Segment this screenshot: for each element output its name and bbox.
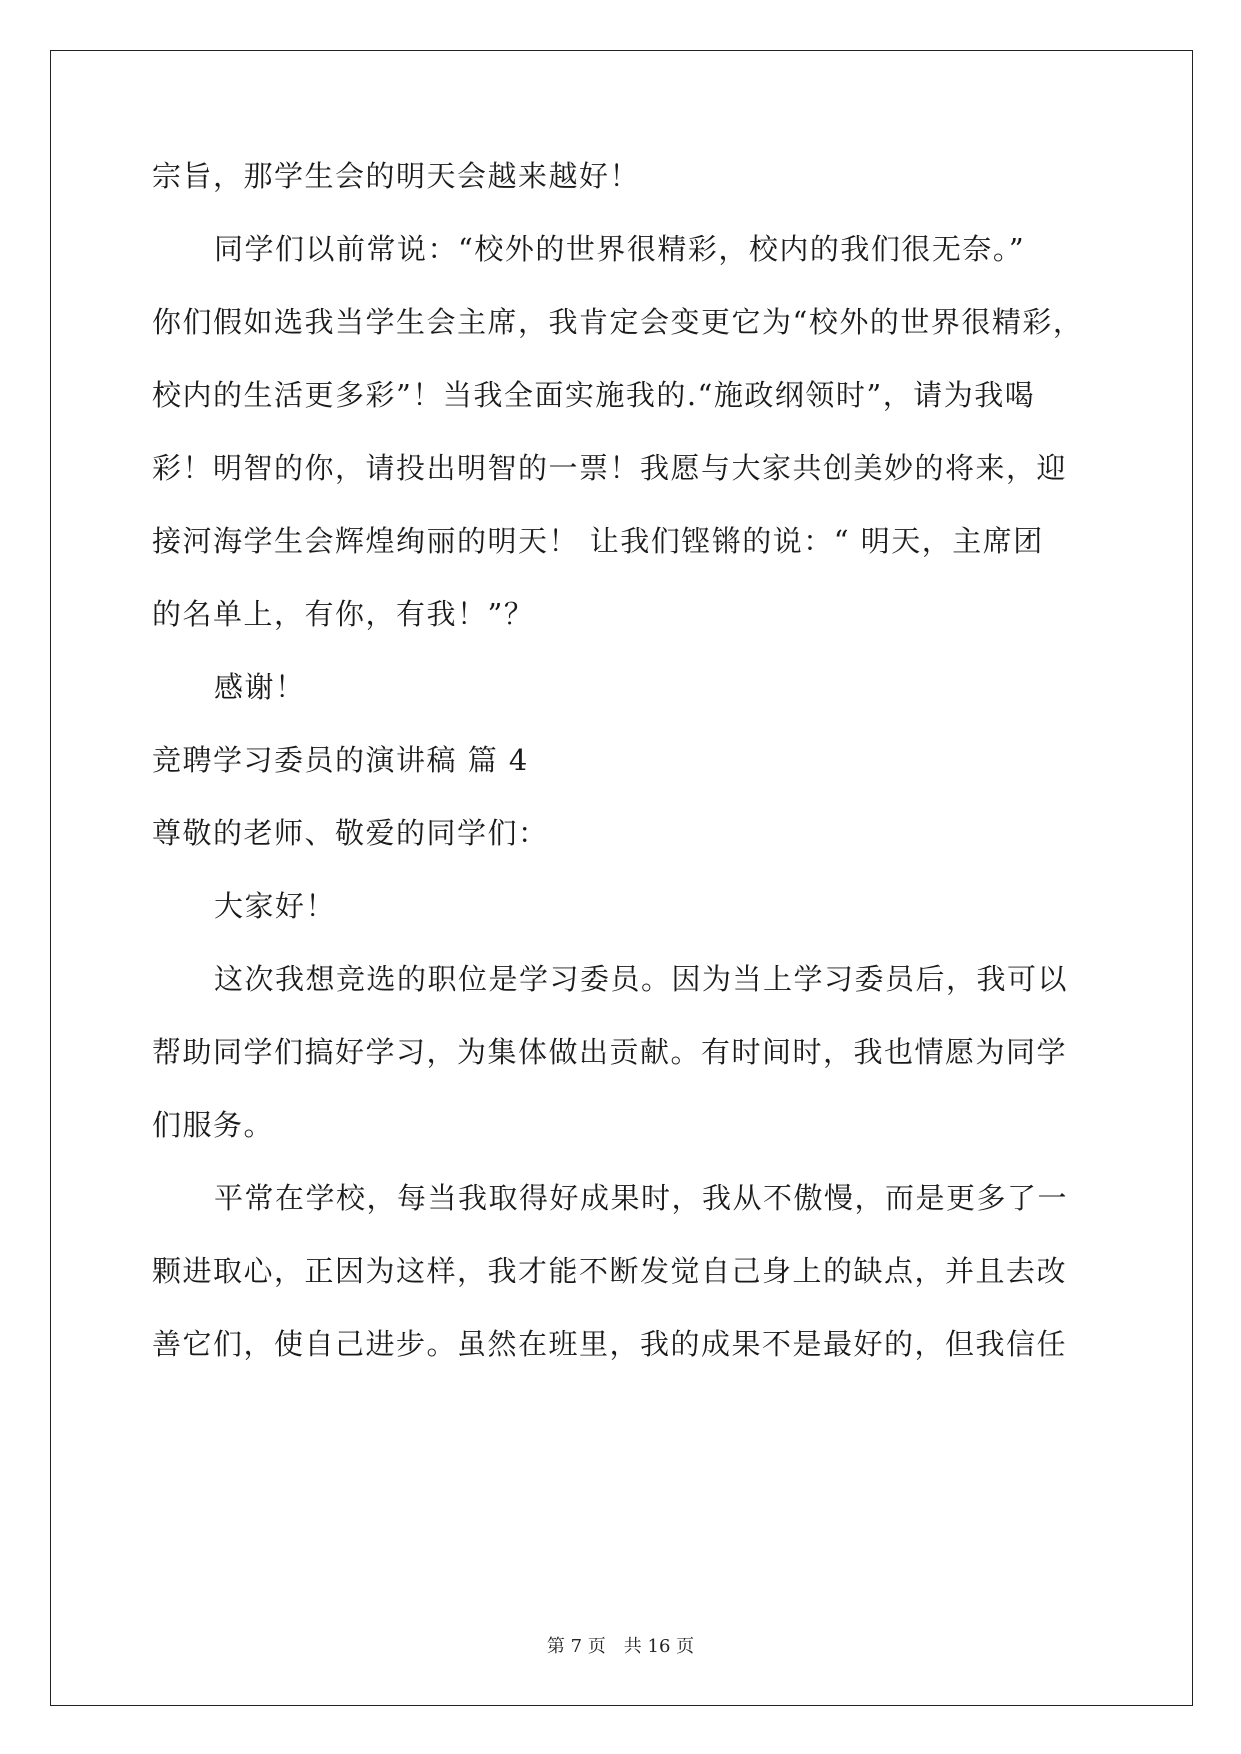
text-line: 颗进取心，正因为这样，我才能不断发觉自己身上的缺点，并且去改 (152, 1254, 1068, 1288)
text-line: 你们假如选我当学生会主席，我肯定会变更它为“校外的世界很精彩， (152, 305, 1084, 339)
salutation: 尊敬的老师、敬爱的同学们： (152, 816, 549, 850)
text-line: 接河海学生会辉煌绚丽的明天！ 让我们铿锵的说：“ 明天，主席团 (152, 524, 1044, 558)
text-line: 同学们以前常说：“校外的世界很精彩，校内的我们很无奈。” (214, 232, 1026, 266)
section-heading: 竞聘学习委员的演讲稿 篇 4 (152, 743, 529, 777)
text-line: 平常在学校，每当我取得好成果时，我从不傲慢，而是更多了一 (214, 1181, 1069, 1215)
total-pages: 共 16 页 (623, 1636, 695, 1657)
text-line: 们服务。 (152, 1108, 275, 1142)
text-line: 这次我想竞选的职位是学习委员。因为当上学习委员后，我可以 (214, 962, 1069, 996)
text-line: 宗旨，那学生会的明天会越来越好！ (152, 159, 641, 193)
text-line: 帮助同学们搞好学习，为集体做出贡献。有时间时，我也情愿为同学 (152, 1035, 1068, 1069)
page-number: 第 7 页 (546, 1636, 606, 1657)
text-line: 彩！明智的你，请投出明智的一票！我愿与大家共创美妙的将来，迎 (152, 451, 1068, 485)
text-line: 善它们，使自己进步。虽然在班里，我的成果不是最好的，但我信任 (152, 1327, 1068, 1361)
text-line: 校内的生活更多彩”！当我全面实施我的.“施政纲领时”，请为我喝 (152, 378, 1036, 412)
text-line: 感谢！ (214, 670, 306, 704)
page-footer (0, 1632, 1241, 1658)
greeting: 大家好！ (214, 889, 337, 923)
text-line: 的名单上，有你，有我！”？ (152, 597, 535, 631)
page-border (50, 50, 1193, 1706)
